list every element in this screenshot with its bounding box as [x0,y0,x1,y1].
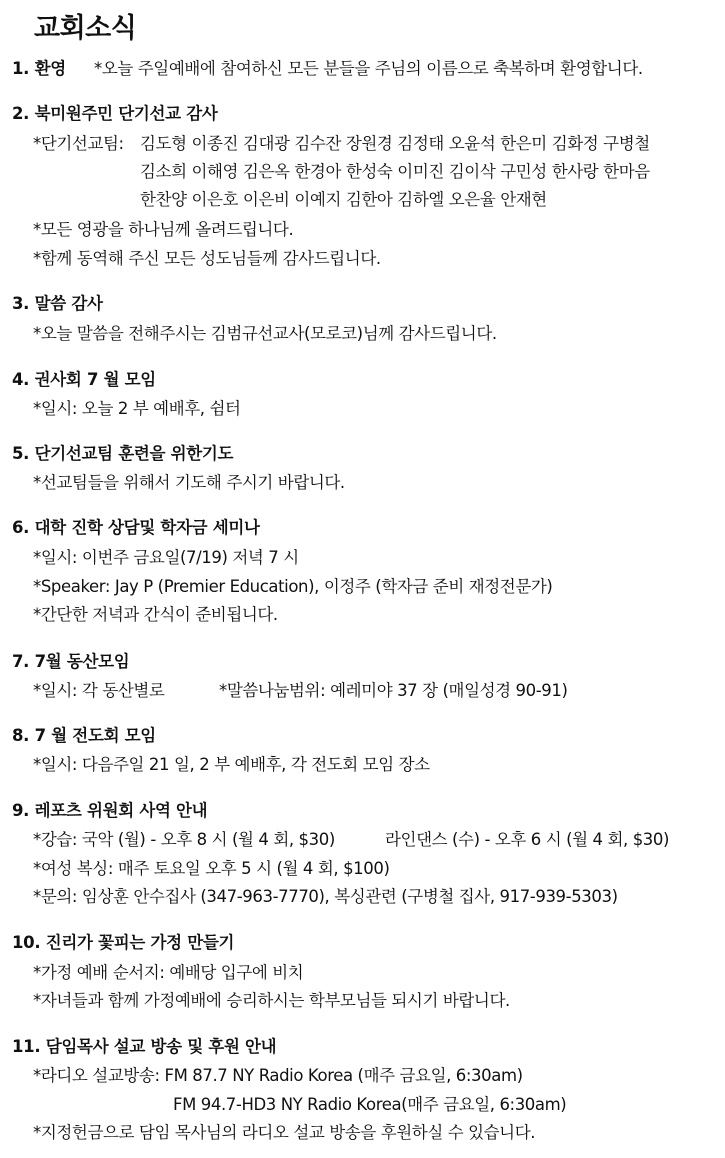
section-11-line-1: *지정헌금으로 담임 목사님의 라디오 설교 방송을 후원하실 수 있습니다. [33,1123,536,1142]
section-9-line-1: *여성 복싱: 매주 토요일 오후 5 시 (월 4 회, $100) [33,859,390,878]
section-7-scripture: *말씀나눔범위: 예레미야 37 장 (매일성경 90-91) [219,681,568,700]
section-11-radio-2: FM 94.7-HD3 NY Radio Korea(매주 금요일, 6:30am) [173,1095,567,1114]
section-9-class-left: *강습: 국악 (월) - 오후 8 시 (월 4 회, $30) [33,830,335,849]
team-line-3: 한찬양 이은호 이은비 이예지 김한아 김하엘 오은율 안재현 [140,190,547,209]
team-label: *단기선교팀: [33,134,124,153]
section-6-heading: 6. 대학 진학 상담및 학자금 세미나 [12,518,260,537]
section-9-line-2: *문의: 임상훈 안수집사 (347-963-7770), 복싱관련 (구병철 집사, 917-939-5303) [33,887,618,906]
section-3-line-1: *오늘 말씀을 전해주시는 김범규선교사(모로코)님께 감사드립니다. [33,324,497,343]
section-3-heading: 3. 말씀 감사 [12,294,103,313]
section-5-heading: 5. 단기선교팀 훈련을 위한기도 [12,444,234,463]
section-4-line-1: *일시: 오늘 2 부 예배후, 쉼터 [33,399,241,418]
section-7-schedule: *일시: 각 동산별로 [33,681,165,700]
section-10-line-2: *자녀들과 함께 가정예배에 승리하시는 학부모님들 되시기 바랍니다. [33,991,510,1010]
section-5-line-1: *선교팀들을 위해서 기도해 주시기 바랍니다. [33,473,345,492]
team-line-1: 김도형 이종진 김대광 김수잔 장원경 김정태 오윤석 한은미 김화정 구병철 [140,134,650,153]
section-2-line-1: *모든 영광을 하나님께 올려드립니다. [33,220,294,239]
section-6-line-2: *Speaker: Jay P (Premier Education), 이정주 (학자금 준비 재정전문가) [33,577,553,596]
team-line-2: 김소희 이해영 김은옥 한경아 한성숙 이미진 김이삭 구민성 한사랑 한마음 [140,162,650,181]
section-9-heading: 9. 레포츠 위원회 사역 안내 [12,801,208,820]
section-6-line-1: *일시: 이번주 금요일(7/19) 저녁 7 시 [33,548,299,567]
section-2-heading: 2. 북미원주민 단기선교 감사 [12,104,218,123]
section-8-line-1: *일시: 다음주일 21 일, 2 부 예배후, 각 전도회 모임 장소 [33,755,430,774]
section-2-line-2: *함께 동역해 주신 모든 성도님들께 감사드립니다. [33,249,381,268]
section-11-radio-1: *라디오 설교방송: FM 87.7 NY Radio Korea (매주 금요일, 6:30am) [33,1066,523,1085]
section-10-heading: 10. 진리가 꽃피는 가정 만들기 [12,933,235,952]
section-1-text: *오늘 주일예배에 참여하신 모든 분들을 주님의 이름으로 축복하며 환영합니다. [94,59,643,78]
bulletin-title: 교회소식 [34,13,137,44]
section-9-class-right: 라인댄스 (수) - 오후 6 시 (월 4 회, $30) [385,830,670,849]
section-6-line-3: *간단한 저녁과 간식이 준비됩니다. [33,605,278,624]
section-11-heading: 11. 담임목사 설교 방송 및 후원 안내 [12,1037,277,1056]
section-7-heading: 7. 7월 동산모임 [12,652,130,671]
section-8-heading: 8. 7 월 전도회 모임 [12,726,156,745]
section-4-heading: 4. 권사회 7 월 모임 [12,370,156,389]
section-10-line-1: *가정 예배 순서지: 예배당 입구에 비치 [33,963,304,982]
section-1-heading: 1. 환영 [12,59,66,78]
